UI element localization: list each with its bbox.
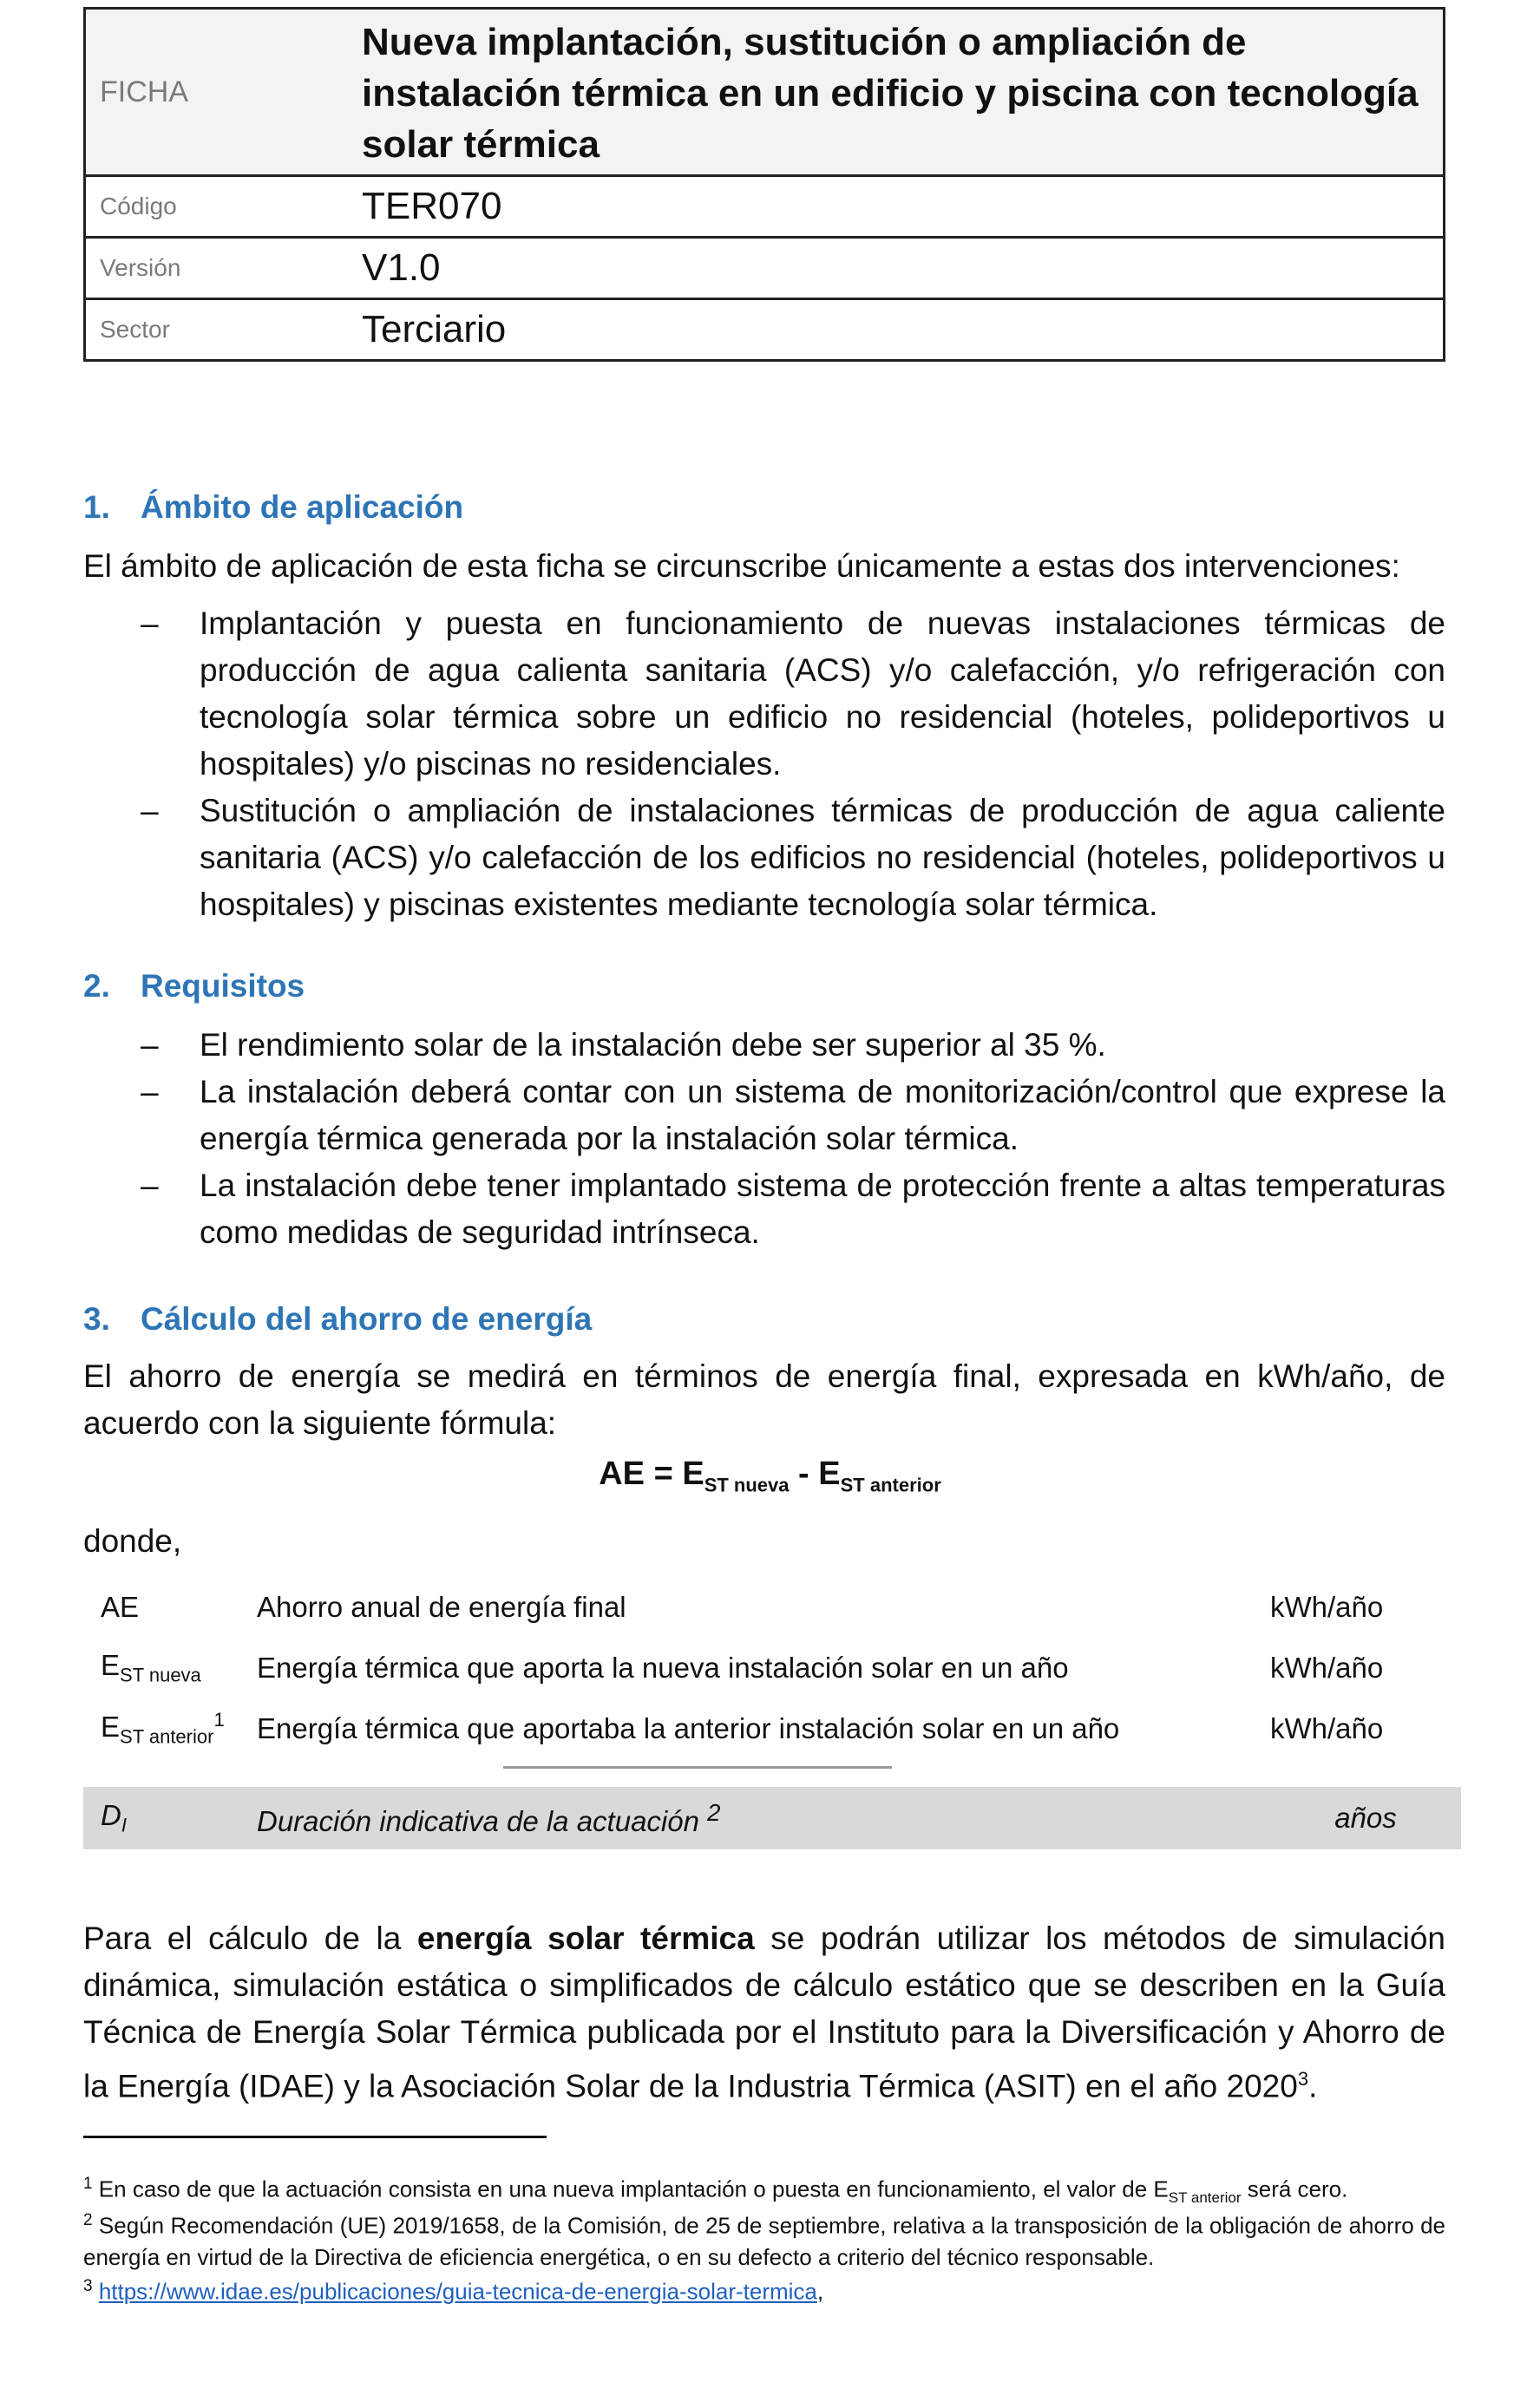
footnote-1: $^1$ En caso de que la actuación consista en una nueva implantación o puesta en funcionamiento, el valor de $E_{ST anterior}$ será cero. (83, 2175, 1348, 2206)
bullet-list-ambito (83, 600, 1445, 928)
divider (503, 1766, 892, 1769)
ficha-row-value: V1.0 (362, 246, 441, 289)
footnote-3: $^3$ https://www.idae.es/publicaciones/guia-tecnica-de-energia-solar-termica, (83, 2277, 824, 2305)
section-intro: El ahorro de energía se medirá en términos de energía final, expresada en kWh/año, de acuerdo con la siguiente fórmula: (83, 1358, 1445, 1441)
donde-label: donde, (83, 1523, 182, 1559)
section-intro: El ámbito de aplicación de esta ficha se circunscribe únicamente a estas dos intervenciones: (83, 548, 1400, 584)
table-row: $E_{ST nueva}$ Energía térmica que aporta la nueva instalación solar en un año kWh/año (101, 1649, 1384, 1686)
ficha-row-codigo (86, 174, 1443, 236)
table-row: AE Ahorro anual de energía final kWh/año (101, 1591, 1384, 1623)
table-row: $E_{ST anterior}^1$ Energía térmica que aportaba la anterior instalación solar en un año kWh/año (101, 1709, 1384, 1748)
ficha-row-label: Sector (100, 316, 170, 343)
ficha-header-table (83, 7, 1445, 362)
footnote-2: $^2$ Según Recomendación (UE) 2019/1658, de la Comisión, de 25 de septiembre, relativa a la transposición de la obligación de ahorro de energía en virtud de la Directiva de eficiencia energética, o en su defecto a criterio del técnico responsable. (83, 2211, 1445, 2270)
duration-row: $D_I$ Duración indicativa de la actuación $^2$ años (83, 1787, 1461, 1849)
ficha-row-version (86, 236, 1443, 298)
section-heading-requisitos: 2. Requisitos (83, 968, 305, 1004)
list-item: – La instalación debe tener implantado sistema de protección frente a altas temperaturas como medidas de seguridad intrínseca. (141, 1168, 1445, 1250)
ficha-row-label: Código (100, 193, 177, 219)
closing-paragraph: Para el cálculo de la energía solar térmica se podrán utilizar los métodos de simulación dinámica, simulación estática o simplificados de cálculo estático que se describen en la Guía Técnica de Energía Solar Térmica publicada por el Instituto para la Diversificación y Ahorro de la Energía (IDAE) y la Asociación Solar de la Industria Térmica (ASIT) en el año 2020$^3$. (83, 1921, 1445, 2104)
section-heading-calculo: 3. Cálculo del ahorro de energía (83, 1301, 593, 1337)
ficha-title: Nueva implantación, sustitución o ampliación de instalación térmica en un edificio y piscina con tecnología solar térmica (362, 20, 1419, 166)
idae-guide-link[interactable]: https://www.idae.es/publicaciones/guia-tecnica-de-energia-solar-termica (98, 2278, 817, 2305)
ficha-row-sector (86, 298, 1443, 359)
ficha-label: FICHA (100, 75, 188, 108)
list-item: – El rendimiento solar de la instalación debe ser superior al 35 %. (141, 1027, 1106, 1063)
section-heading-ambito: 1. Ámbito de aplicación (83, 489, 464, 525)
energy-saving-formula: AE = $E_{ST nueva} - E_{ST anterior}$ (599, 1456, 941, 1496)
ficha-title-row (86, 10, 1443, 174)
list-item: – La instalación deberá contar con un sistema de monitorización/control que exprese la energía térmica generada por la instalación solar térmica. (141, 1074, 1445, 1156)
list-item: – Implantación y puesta en funcionamiento de nuevas instalaciones térmicas de producción de agua calienta sanitaria (ACS) y/o calefacción, y/o refrigeración con tecnología solar térmica sobre un edificio no residencial (hoteles, polideportivos u hospitales) y/o piscinas no residenciales. (141, 605, 1445, 782)
variables-table (83, 1577, 1461, 1849)
ficha-row-value: TER070 (362, 185, 502, 227)
ficha-row-value: Terciario (362, 308, 507, 350)
ficha-row-label: Versión (100, 254, 181, 281)
footnote-separator (83, 2136, 547, 2138)
list-item: – Sustitución o ampliación de instalaciones térmicas de producción de agua caliente sanitaria (ACS) y/o calefacción de los edificios no residencial (hoteles, polideportivos u hospitales) y piscinas existentes mediante tecnología solar térmica. (141, 793, 1445, 922)
bullet-list-requisitos (83, 1022, 1445, 1256)
